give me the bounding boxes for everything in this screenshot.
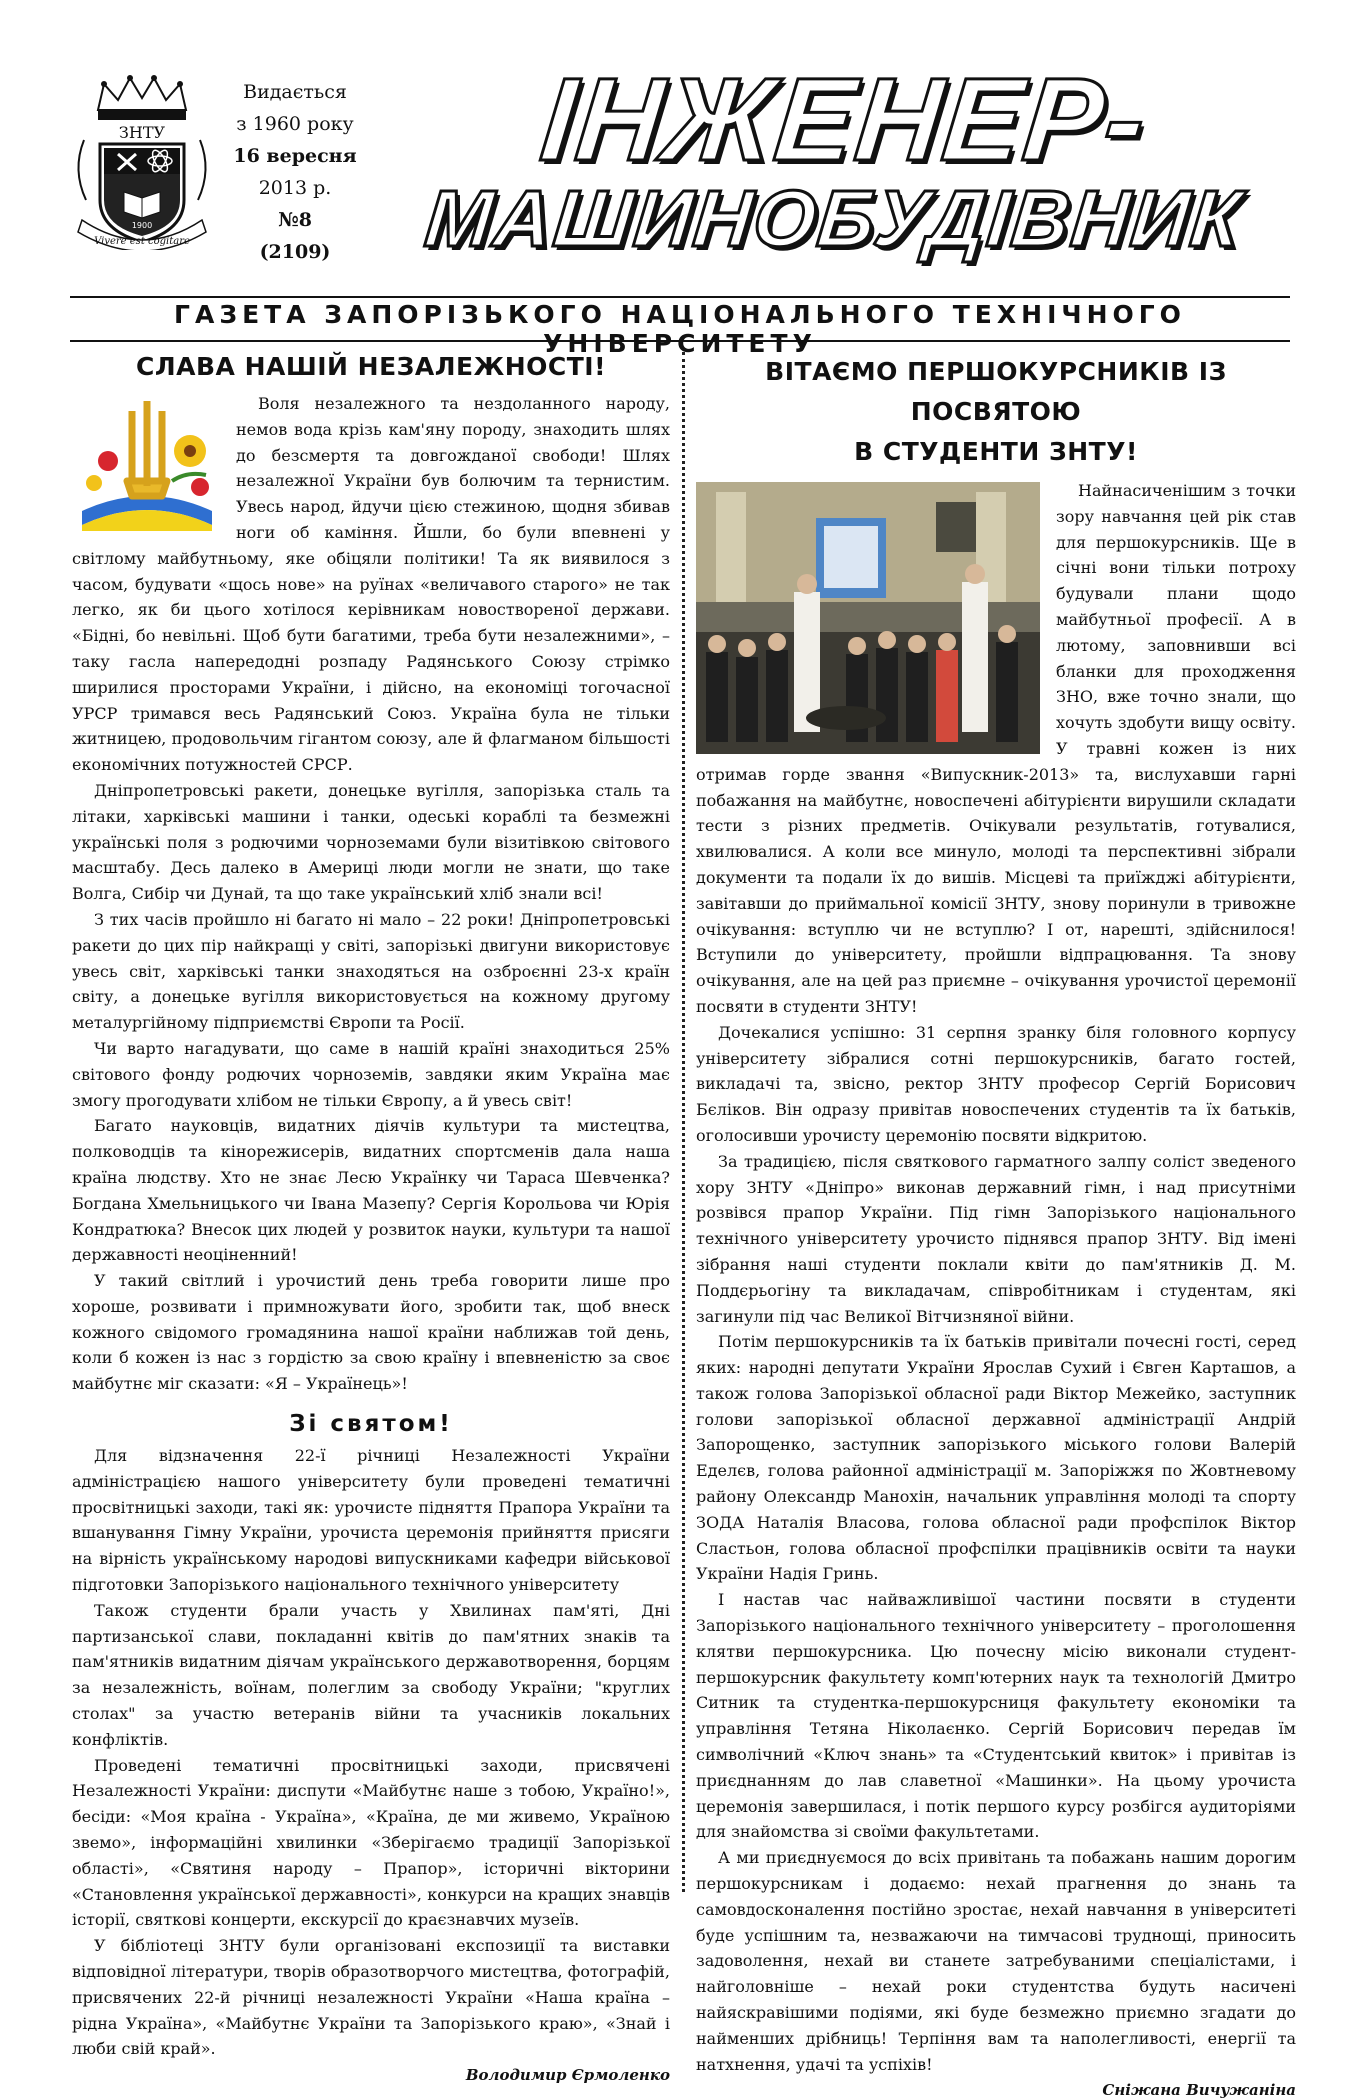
title-line-1: ІНЖЕНЕР- bbox=[535, 54, 1154, 186]
issue-date: 16 вересня bbox=[233, 145, 357, 167]
section-subheading: Зі святом! bbox=[289, 1411, 453, 1438]
author-signature: Володимир Єрмоленко bbox=[465, 2066, 670, 2085]
paragraph: Також студенти брали участь у Хвилинах пам'яті, Дні партизанської слави, покладанні квітів до пам'ятних знаків та пам'ятників видатним діячам українського державотворення, борцям за незалежність, воїнам, полеглим за свободу України; "круглих столах" за участю ветеранів війни та учасників локальних конфліктів. bbox=[72, 1600, 670, 1749]
emblem-motto: Vivere est cogitare bbox=[94, 236, 190, 247]
trident-flowers-illustration bbox=[72, 391, 222, 531]
article-independence bbox=[72, 352, 670, 2084]
paragraph: Потім першокурсників та їх батьків привітали почесні гості, серед яких: народні депутати України Ярослав Сухий і Євген Карташов, а також голова Запорізької обласної ради Віктор Межейко, заступник голови запорізької обласної державної адміністрації Андрій Запорощенко, заступник запорізького міського голови Валерій Еделєв, голова районної адміністрації м. Запоріжжя по Жовтневому району Олександр Манохін, начальник управління молоді та спорту ЗОДА Наталія Власова, голова обласної ради профспілок Віктор Сластьон, голова обласної профспілки працівників освіти та науки України Надія Гринь. bbox=[696, 1332, 1296, 1584]
masthead-rule-bottom bbox=[70, 340, 1290, 342]
paragraph: І настав час найважливішої частини посвяти в студенти Запорізького національного технічного університету – проголошення клятви першокурсника. Цю почесну місію виконали студент-першокурсник факультету комп'ютерних наук та технологій Дмитро Ситник та студентка-першокурсниця факультету економіки та управління Тетяна Ніколаєнко. Сергій Борисович передав їм символічний «Ключ знань» та «Студентський квиток» і привітав із приєднанням до лав славетної «Машинки». На цьому урочиста церемонія завершилася, і потік першого курсу розбігся аудиторіями для знайомства зі своїми факультетами. bbox=[696, 1590, 1296, 1842]
paragraph: Багато науковців, видатних діячів культури та мистецтва, полководців та кінорежисерів, видатних спортсменів дала наша країна людству. Хто не знає Лесю Українку чи Тараса Шевченка? Богдана Хмельницького чи Івана Мазепу? Сергія Корольова чи Юрія Кондратюка? Внесок цих людей у розвиток науки, культури та нашої державності неоціненний! bbox=[72, 1116, 670, 1265]
emblem-letters: ЗНТУ bbox=[118, 123, 166, 142]
article-body bbox=[696, 478, 1296, 2077]
paragraph: У такий світлий і урочистий день треба говорити лише про хороше, розвивати і примножувати його, зробити так, щоб внеск кожного свідомого громадянина нашої країни наближав той день, коли б кожен із нас з гордістю за свою країну і впевненістю за своє майбутнє міг сказати: «Я – Українець»! bbox=[72, 1271, 670, 1394]
article-body bbox=[72, 391, 670, 1397]
paragraph: Чи варто нагадувати, що саме в нашій країні знаходиться 25% світового фонду родючих чорноземів, завдяки яким Україна має змогу прогодувати хлібом не тільки Європу, а й увесь світ! bbox=[72, 1038, 670, 1110]
issue-number: №8 bbox=[278, 209, 312, 231]
newspaper-title bbox=[349, 54, 1330, 264]
issue-line: з 1960 року bbox=[236, 113, 354, 135]
article-body-2 bbox=[72, 1443, 670, 2062]
paragraph: А ми приєднуємося до всіх привітань та побажань нашим дорогим першокурсникам і додаємо: нехай прагнення до знань та самовдосконалення постійно зростає, нехай навчання в університеті буде успішним та, незважаючи на тимчасові труднощі, приносить задоволення, нехай ви станете затребуваними спеціалістами, і найголовніше – нехай роки студентства будуть насичені найяскравішими подіями, які буде безмежно приємно згадати до найменших дрібниць! Терпіння вам та наполегливості, енергії та натхнення, удачі та успіхів! bbox=[696, 1848, 1296, 2074]
article-freshmen bbox=[696, 352, 1296, 2099]
title-line-2: МАШИНОБУДІВНИК bbox=[421, 174, 1247, 263]
article-headline bbox=[696, 352, 1296, 472]
headline-line-1: ВІТАЄМО ПЕРШОКУРСНИКІВ ІЗ ПОСВЯТОЮ bbox=[765, 357, 1227, 426]
paragraph: Для відзначення 22-ї річниці Незалежності України адміністрацією нашого університету були проведені тематичні просвітницькі заходи, такі як: урочисте підняття Прапора України та вшанування Гімну України, урочиста церемонія прийняття присяги на вірність українському народові випускниками кафедри військової підготовки Запорізького національного технічного університету bbox=[72, 1446, 670, 1595]
issue-year: 2013 р. bbox=[258, 177, 332, 199]
issue-line: Видається bbox=[243, 81, 347, 103]
paragraph: У бібліотеці ЗНТУ були організовані експозиції та виставки відповідної літератури, творів образотворчого мистецтва, фотографій, присвячених 22-й річниці незалежності України «Наша країна – рідна Україна», «Майбутнє України та Запорізького краю», «Знай і люби свій край». bbox=[72, 1936, 670, 2059]
paragraph: Проведені тематичні просвітницькі заходи, присвячені Незалежності України: диспути «Майбутнє наше з тобою, Україно!», бесіди: «Моя країна - Україна», «Країна, де ми живемо, Україною звемо», інформаційні хвилинки «Зберігаємо традиції Запорізької області», «Святиня народу – Прапор», історичні вікторини «Становлення української державності», конкурси на кращих знавців історії, святкові концерти, екскурсії до краєзнавчих музеїв. bbox=[72, 1755, 670, 1930]
paragraph: Воля незалежного та нездоланного народу, немов вода крізь кам'яну породу, знаходить шлях до безсмертя та довгожданої свободи! Шлях незалежної України був болючим та тернистим. Увесь народ, йдучи цією стежиною, щодня збивав ноги об каміння. Йшли, бо були впевнені у світлому майбутньому, яке обіцяли політики! Та як виявилося з часом, будувати «щось нове» на руїнах «величавого старого» не так легко, як би цього хотілося керівникам новоствореної держави. «Бідні, бо невільні. Щоб бути багатими, треба бути незалежними», – таку гасла напередодні розпаду Радянського Союзу стрімко ширилися просторами України, і дійсно, на економіці тогочасної УРСР тримався весь Радянський Союз. Україна була не тільки житницею, продовольчим гігантом союзу, але й флагманом більшості економічних потужностей СРСР. bbox=[72, 394, 670, 775]
newspaper-subtitle: ГАЗЕТА ЗАПОРІЗЬКОГО НАЦІОНАЛЬНОГО ТЕХНІЧНОГО УНІВЕРСИТЕТУ bbox=[174, 300, 1186, 358]
issue-total-number: (2109) bbox=[259, 241, 331, 263]
masthead bbox=[0, 0, 1358, 300]
paragraph: З тих часів пройшло ні багато ні мало – 22 роки! Дніпропетровські ракети до цих пір найкращі у світі, запорізькі двигуни використовує увесь світ, харківські танки знаходяться на озброєнні 23-х країн світу, а донецьке вугілля використовується на кожному другому металургійному підприємстві Європи та Росії. bbox=[72, 909, 670, 1033]
article-headline: СЛАВА НАШІЙ НЕЗАЛЕЖНОСТІ! bbox=[136, 352, 606, 381]
university-emblem bbox=[68, 70, 216, 250]
paragraph: Найнасиченішим з точки зору навчання цей рік став для першокурсників. Ще в січні вони тільки потроху будували плани щодо майбутньої професії. А в лютому, заповнивши всі бланки для проходження ЗНО, вже точно знали, що хочуть здобути вищу освіту. У травні кожен із них отримав горде звання «Випускник-2013» та, вислухавши гарні побажання на майбутнє, новоспечені абітурієнти вирушили складати тести з різних предметів. Очікували результатів, готувалися, хвилювалися. А коли все минуло, молоді та перспективні зібрали документи та подали їх до вишів. Місцеві та приїжджі абітурієнти, завітавши до приймальної комісії ЗНТУ, знову поринули в тривожне очікування: вступлю чи не вступлю? І от, нарешті, здійснилося! Вступили до університету, пройшли відпрацювання. Та знову очікування, але на цей раз приємне – очікування урочистої церемонії посвяти в студенти ЗНТУ! bbox=[696, 481, 1296, 1016]
paragraph: Дніпропетровські ракети, донецьке вугілля, запорізька сталь та літаки, харківські машини і танки, одеські кораблі та безмежні українські поля з родючими чорноземами були візитівкою світового масштабу. Десь далеко в Америці люди могли не знати, що таке Волга, Сибір чи Дунай, та що таке український хліб знали всі! bbox=[72, 780, 670, 904]
masthead-rule-top bbox=[70, 296, 1290, 298]
ceremony-photo bbox=[696, 482, 1040, 754]
paragraph: Дочекалися успішно: 31 серпня зранку біля головного корпусу університету зібралися сотні першокурсників, багато гостей, викладачі та, звісно, ректор ЗНТУ професор Сергій Борисович Бєліков. Він одразу привітав новоспечених студентів та їх батьків, оголосивши урочисту церемонію посвяти відкритою. bbox=[696, 1022, 1296, 1145]
headline-line-2: В СТУДЕНТИ ЗНТУ! bbox=[854, 437, 1138, 466]
paragraph: За традицією, після святкового гарматного залпу соліст зведеного хору ЗНТУ «Дніпро» виконав державний гімн, і над присутніми розвівся прапор України. Під гімн Запорізького національного технічного університету урочисто піднявся прапор ЗНТУ. Від імені зібрання наші студенти поклали квіти до пам'ятників Д. М. Поддєрьогіну та викладачам, співробітникам і студентам, які загинули під час Великої Вітчизняної війни. bbox=[696, 1151, 1296, 1326]
author-signature: Сніжана Вичужаніна bbox=[1102, 2081, 1296, 2099]
issue-info bbox=[230, 76, 360, 268]
emblem-year: 1900 bbox=[131, 221, 153, 230]
column-divider bbox=[682, 352, 685, 1892]
